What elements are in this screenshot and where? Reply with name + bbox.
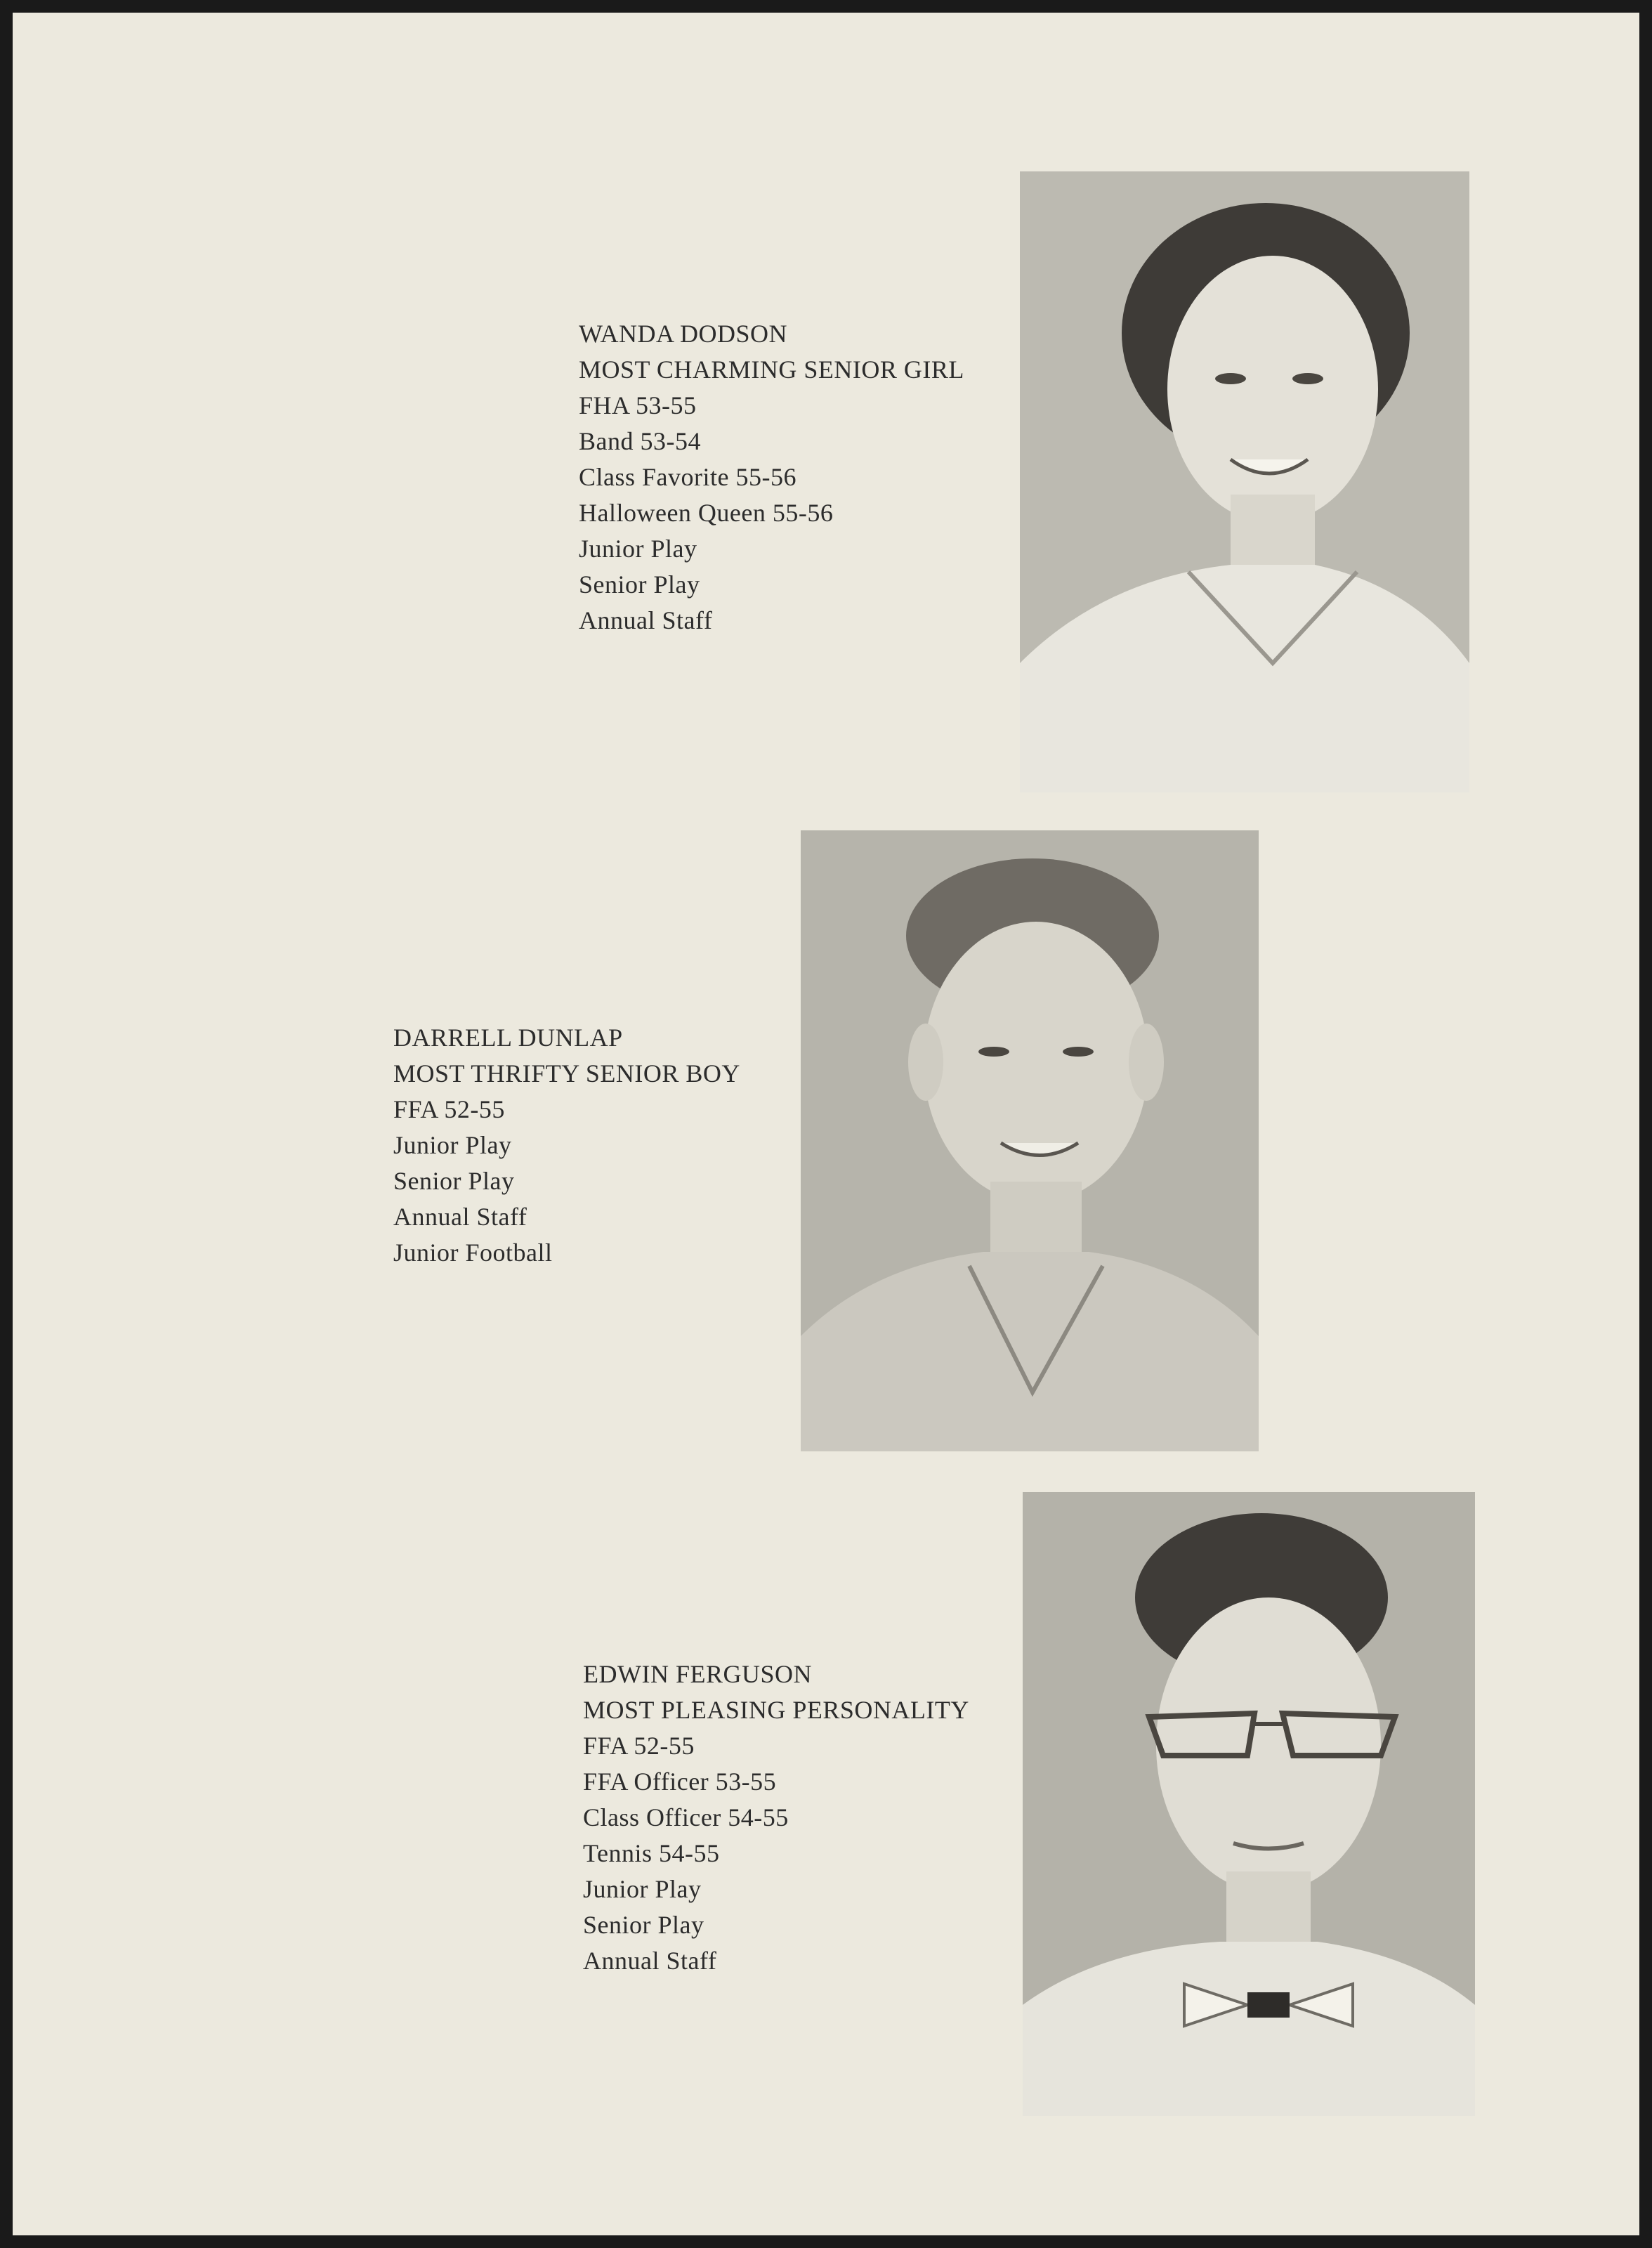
student-name: DARRELL DUNLAP (393, 1024, 623, 1052)
student-activity: Junior Football (393, 1239, 553, 1267)
student-activity: Annual Staff (583, 1947, 717, 1975)
student-name: WANDA DODSON (579, 320, 788, 348)
student-title: MOST THRIFTY SENIOR BOY (393, 1059, 740, 1087)
student-activity: Junior Play (393, 1131, 512, 1159)
student-activity: Junior Play (583, 1875, 702, 1903)
student-title: MOST CHARMING SENIOR GIRL (579, 355, 964, 384)
student-activity: Annual Staff (579, 606, 713, 634)
student-activity: Senior Play (583, 1911, 704, 1939)
student-activity: FHA 53-55 (579, 391, 697, 419)
student-activity: FFA 52-55 (583, 1732, 695, 1760)
student-activity: Tennis 54-55 (583, 1839, 720, 1867)
student-activity: Class Favorite 55-56 (579, 463, 796, 491)
student-activity: Senior Play (393, 1167, 515, 1195)
student-activity: FFA Officer 53-55 (583, 1767, 777, 1796)
student-activity: Senior Play (579, 570, 700, 599)
student-entry-wanda-dodson (579, 316, 964, 639)
student-activity: Band 53-54 (579, 427, 701, 455)
student-activity: Annual Staff (393, 1203, 527, 1231)
student-entry-edwin-ferguson (583, 1656, 969, 1979)
portrait-photo-wanda-dodson (1020, 171, 1469, 792)
student-activity: Junior Play (579, 535, 697, 563)
student-activity: Halloween Queen 55-56 (579, 499, 834, 527)
student-name: EDWIN FERGUSON (583, 1660, 812, 1688)
portrait-photo-darrell-dunlap (801, 830, 1259, 1451)
student-activity: Class Officer 54-55 (583, 1803, 789, 1831)
student-title: MOST PLEASING PERSONALITY (583, 1696, 969, 1724)
yearbook-page (13, 13, 1639, 2235)
portrait-photo-edwin-ferguson (1023, 1492, 1475, 2116)
student-entry-darrell-dunlap (393, 1020, 740, 1271)
student-activity: FFA 52-55 (393, 1095, 505, 1123)
